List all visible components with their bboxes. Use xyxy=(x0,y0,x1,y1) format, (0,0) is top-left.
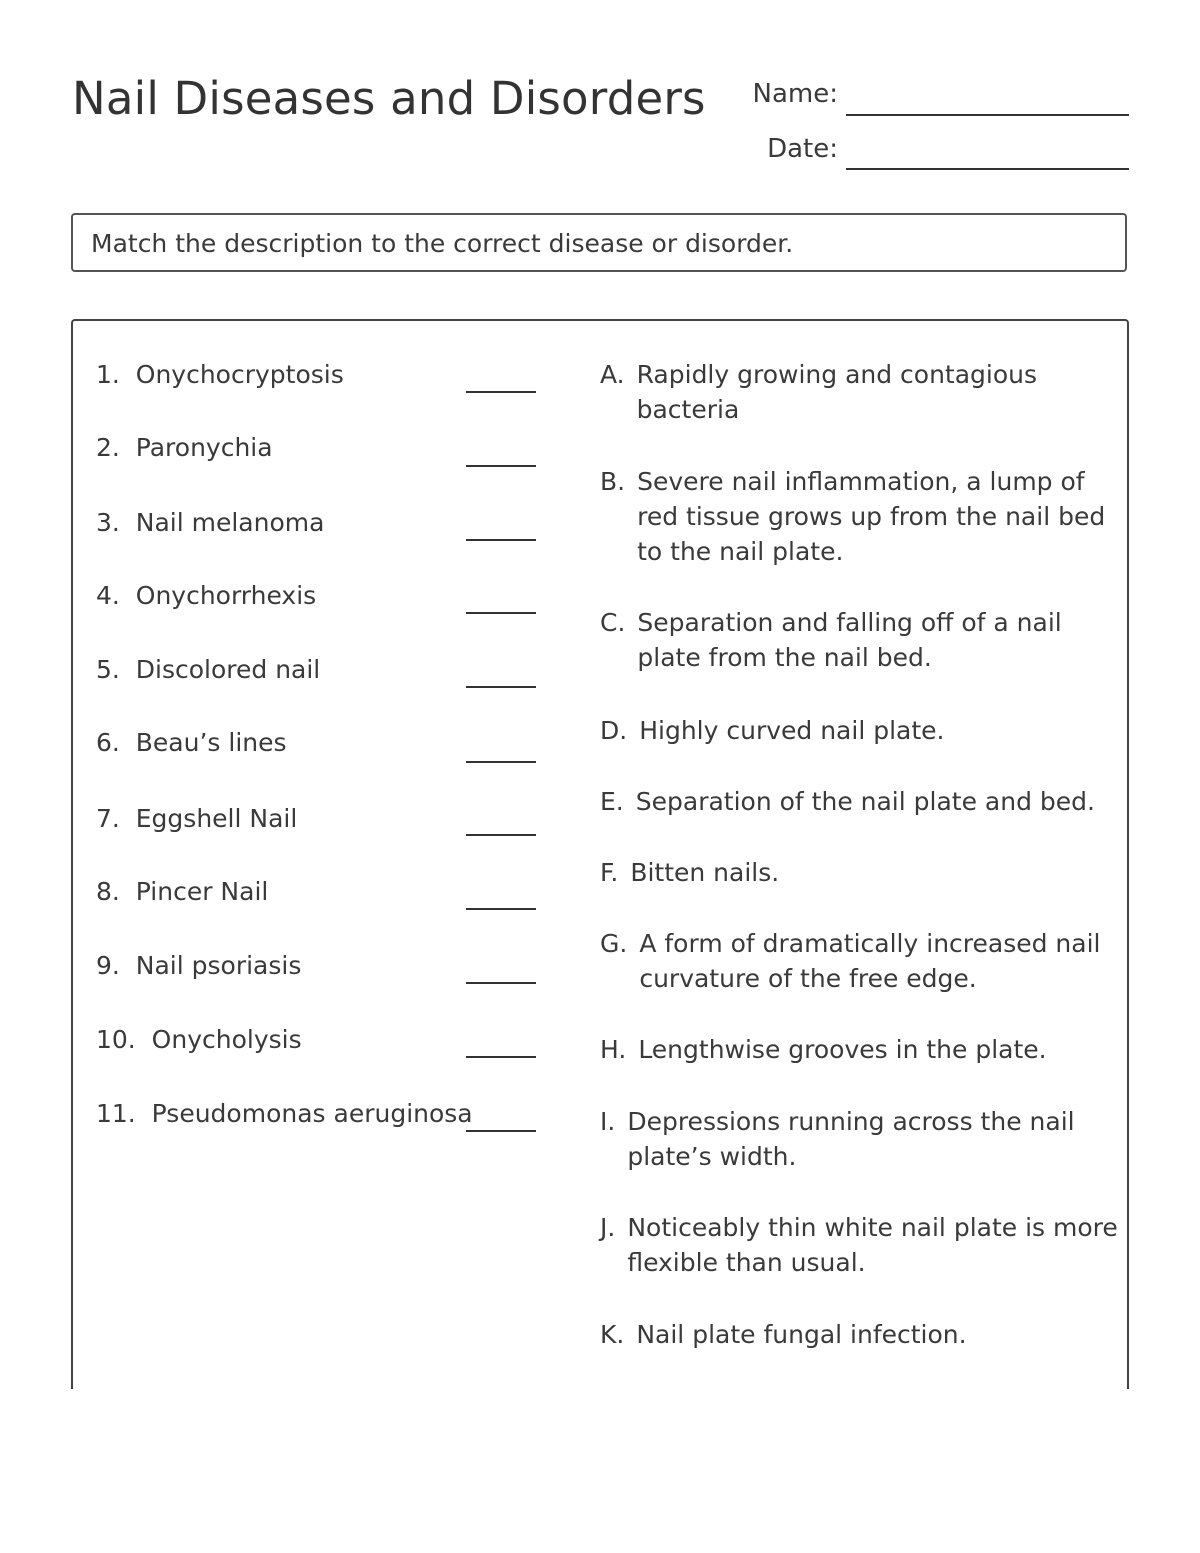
description-text: Nail plate fungal infection. xyxy=(636,1320,967,1349)
answer-blank-9[interactable] xyxy=(466,982,536,984)
description-letter: G. xyxy=(600,929,628,958)
term-5: 5. Discolored nail xyxy=(96,655,321,684)
description-letter: C. xyxy=(600,608,626,637)
description-f xyxy=(600,855,1120,890)
description-b xyxy=(600,464,1120,569)
description-text: Depressions running across the nail plate’s width. xyxy=(627,1107,1075,1171)
term-2: 2. Paronychia xyxy=(96,433,273,462)
description-text: Noticeably thin white nail plate is more flexible than usual. xyxy=(627,1213,1118,1277)
description-letter: I. xyxy=(600,1107,616,1136)
answer-blank-10[interactable] xyxy=(466,1056,536,1058)
term-6: 6. Beau’s lines xyxy=(96,728,287,757)
description-c xyxy=(600,605,1120,675)
description-letter: J. xyxy=(600,1213,616,1242)
answer-blank-2[interactable] xyxy=(466,465,536,467)
instructions-text: Match the description to the correct disease or disorder. xyxy=(91,229,794,258)
term-10: 10. Onycholysis xyxy=(96,1025,302,1054)
name-label: Name: xyxy=(752,79,838,109)
description-text: Bitten nails. xyxy=(630,858,780,887)
answer-blank-5[interactable] xyxy=(466,686,536,688)
term-4: 4. Onychorrhexis xyxy=(96,581,317,610)
description-text: Separation and falling off of a nail plate from the nail bed. xyxy=(637,608,1062,672)
description-k xyxy=(600,1317,1120,1352)
description-text: A form of dramatically increased nail curvature of the free edge. xyxy=(639,929,1101,993)
term-8: 8. Pincer Nail xyxy=(96,877,269,906)
description-text: Rapidly growing and contagious bacteria xyxy=(636,360,1038,424)
page-title: Nail Diseases and Disorders xyxy=(72,72,706,125)
description-text: Lengthwise grooves in the plate. xyxy=(638,1035,1047,1064)
term-3: 3. Nail melanoma xyxy=(96,508,325,537)
description-i xyxy=(600,1104,1120,1174)
term-7: 7. Eggshell Nail xyxy=(96,804,298,833)
date-label: Date: xyxy=(767,134,838,164)
term-9: 9. Nail psoriasis xyxy=(96,951,302,980)
instructions-box xyxy=(71,213,1127,272)
description-e xyxy=(600,784,1120,819)
description-letter: K. xyxy=(600,1320,625,1349)
description-letter: F. xyxy=(600,858,619,887)
term-1: 1. Onychocryptosis xyxy=(96,360,344,389)
date-field[interactable] xyxy=(846,168,1129,170)
description-g xyxy=(600,926,1120,996)
description-letter: H. xyxy=(600,1035,627,1064)
description-d xyxy=(600,713,1120,748)
name-field[interactable] xyxy=(846,114,1129,116)
description-text: Highly curved nail plate. xyxy=(639,716,945,745)
answer-blank-3[interactable] xyxy=(466,539,536,541)
description-text: Separation of the nail plate and bed. xyxy=(635,787,1095,816)
term-11: 11. Pseudomonas aeruginosa xyxy=(96,1099,473,1128)
answer-blank-8[interactable] xyxy=(466,908,536,910)
description-letter: D. xyxy=(600,716,628,745)
answer-blank-7[interactable] xyxy=(466,834,536,836)
description-a xyxy=(600,357,1120,427)
description-letter: B. xyxy=(600,467,626,496)
answer-blank-1[interactable] xyxy=(466,391,536,393)
description-j xyxy=(600,1210,1120,1280)
answer-blank-6[interactable] xyxy=(466,761,536,763)
description-h xyxy=(600,1032,1120,1067)
description-letter: A. xyxy=(600,360,625,389)
description-letter: E. xyxy=(600,787,624,816)
answer-blank-4[interactable] xyxy=(466,612,536,614)
description-text: Severe nail inflammation, a lump of red tissue grows up from the nail bed to the nail plate. xyxy=(637,467,1106,566)
answer-blank-11[interactable] xyxy=(466,1130,536,1132)
